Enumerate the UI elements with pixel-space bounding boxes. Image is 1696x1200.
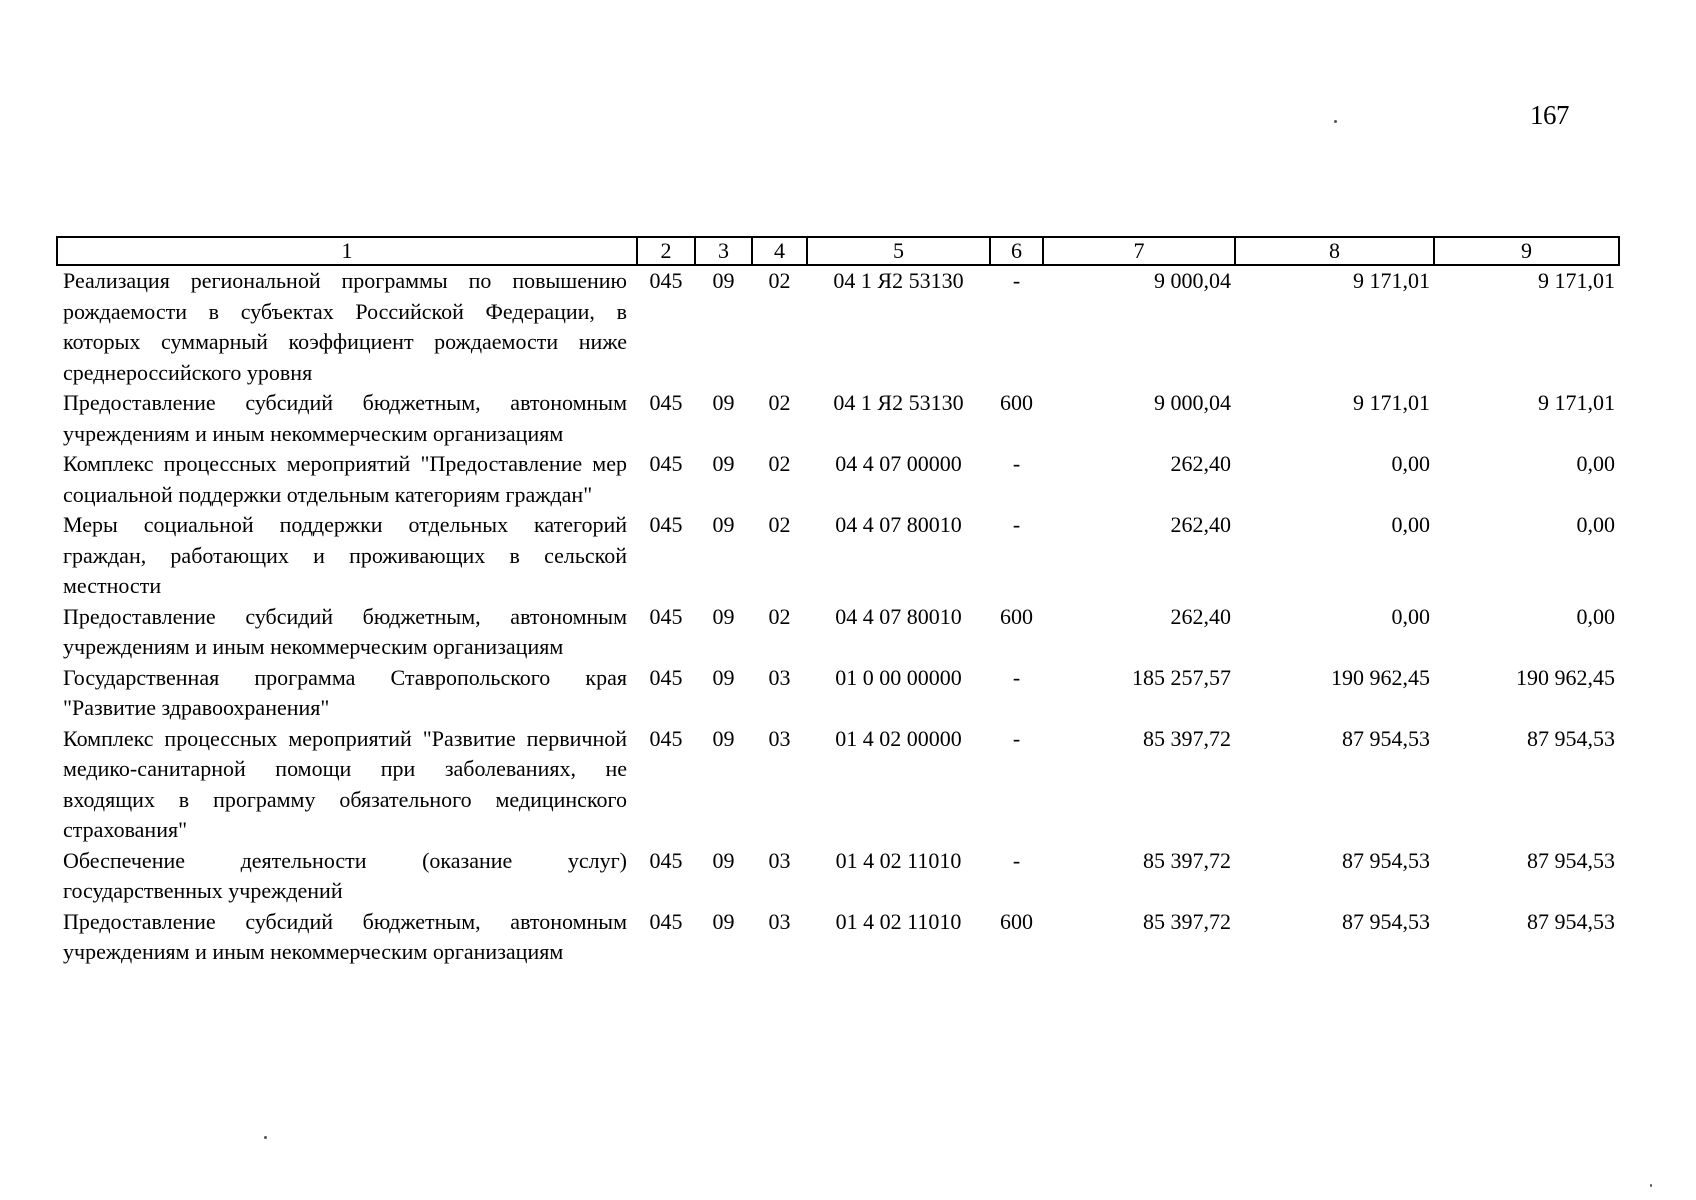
table-row: [57, 449, 1619, 510]
expense-type-code: 600: [1000, 908, 1033, 934]
expense-type-code: -: [1012, 847, 1021, 873]
expense-type-code: -: [1012, 268, 1021, 293]
target-article-code: 01 4 02 00000: [835, 725, 962, 751]
table-row: [57, 265, 1619, 388]
amount-col-7: 262,40: [1170, 512, 1231, 537]
row-name: Меры социальной поддержки отдельных категорий граждан, работающих и проживающих в сельской местности: [63, 512, 627, 598]
row-name: Обеспечение деятельности (оказание услуг) государственных учреждений: [63, 847, 627, 903]
ministry-code: 045: [649, 512, 683, 537]
column-header: 9: [1434, 237, 1619, 265]
section-code: 09: [712, 664, 735, 690]
amount-col-8: 0,00: [1391, 603, 1430, 629]
amount-col-9: 0,00: [1576, 603, 1615, 629]
table-row: [57, 663, 1619, 724]
column-header: 2: [637, 237, 695, 265]
row-name: Реализация региональной программы по повышению рождаемости в субъектах Российской Федерации, в которых суммарный коэффициент рождаемости ниже среднероссийского уровня: [63, 268, 627, 385]
budget-table: [56, 236, 1620, 968]
row-name: Комплекс процессных мероприятий "Развитие первичной медико-санитарной помощи при заболеваниях, не входящих в программу обязательного медицинского страхования": [63, 725, 627, 842]
expense-type-code: -: [1012, 451, 1021, 476]
ministry-code: 045: [649, 664, 683, 690]
row-name: Предоставление субсидий бюджетным, автономным учреждениям и иным некоммерческим организациям: [63, 908, 627, 964]
row-name: Предоставление субсидий бюджетным, автономным учреждениям и иным некоммерческим организациям: [63, 603, 627, 659]
amount-col-9: 0,00: [1576, 512, 1615, 537]
column-header: 3: [695, 237, 752, 265]
subsection-code: 03: [768, 664, 791, 690]
amount-col-9: 9 171,01: [1538, 390, 1615, 415]
ministry-code: 045: [649, 908, 683, 934]
subsection-code: 02: [768, 390, 791, 415]
amount-col-8: 0,00: [1391, 512, 1430, 537]
ministry-code: 045: [649, 268, 683, 293]
table-row: [57, 907, 1619, 968]
expense-type-code: 600: [1000, 390, 1033, 415]
target-article-code: 01 0 00 00000: [835, 664, 962, 690]
subsection-code: 03: [768, 847, 791, 873]
amount-col-7: 9 000,04: [1154, 268, 1231, 293]
amount-col-8: 0,00: [1391, 451, 1430, 476]
column-header: 4: [752, 237, 807, 265]
section-code: 09: [712, 908, 735, 934]
amount-col-7: 9 000,04: [1154, 390, 1231, 415]
target-article-code: 01 4 02 11010: [835, 847, 962, 873]
row-name: Комплекс процессных мероприятий "Предоставление мер социальной поддержки отдельным категориям граждан": [63, 451, 627, 507]
table-row: [57, 724, 1619, 846]
amount-col-7: 185 257,57: [1132, 664, 1231, 690]
subsection-code: 02: [768, 451, 791, 476]
ministry-code: 045: [649, 390, 683, 415]
page-number: 167: [1530, 100, 1569, 130]
amount-col-9: 87 954,53: [1527, 725, 1615, 751]
amount-col-7: 262,40: [1170, 451, 1231, 476]
scan-speck: [1650, 1184, 1652, 1187]
section-code: 09: [712, 847, 735, 873]
scan-speck: [264, 1136, 267, 1139]
ministry-code: 045: [649, 603, 683, 629]
section-code: 09: [712, 451, 735, 476]
amount-col-8: 87 954,53: [1342, 725, 1430, 751]
expense-type-code: -: [1012, 512, 1021, 537]
amount-col-7: 85 397,72: [1143, 725, 1231, 751]
amount-col-9: 87 954,53: [1527, 908, 1615, 934]
column-header: 7: [1043, 237, 1235, 265]
amount-col-8: 87 954,53: [1342, 908, 1430, 934]
expense-type-code: -: [1012, 725, 1021, 751]
target-article-code: 04 1 Я2 53130: [833, 268, 964, 293]
subsection-code: 03: [768, 908, 791, 934]
table-row: [57, 388, 1619, 449]
ministry-code: 045: [649, 451, 683, 476]
amount-col-9: 190 962,45: [1516, 664, 1615, 690]
amount-col-7: 85 397,72: [1143, 847, 1231, 873]
table-header-row: [57, 237, 1619, 265]
scan-speck: [1334, 120, 1337, 123]
subsection-code: 03: [768, 725, 791, 751]
column-header: 8: [1235, 237, 1434, 265]
column-header: 6: [990, 237, 1043, 265]
table-row: [57, 846, 1619, 907]
amount-col-9: 0,00: [1576, 451, 1615, 476]
row-name: Предоставление субсидий бюджетным, автономным учреждениям и иным некоммерческим организациям: [63, 390, 627, 446]
section-code: 09: [712, 725, 735, 751]
section-code: 09: [712, 390, 735, 415]
amount-col-8: 87 954,53: [1342, 847, 1430, 873]
section-code: 09: [712, 512, 735, 537]
table-row: [57, 510, 1619, 602]
section-code: 09: [712, 268, 735, 293]
amount-col-8: 9 171,01: [1353, 268, 1430, 293]
row-name: Государственная программа Ставропольского края "Развитие здравоохранения": [63, 664, 627, 720]
target-article-code: 04 4 07 00000: [835, 451, 962, 476]
table-row: [57, 602, 1619, 663]
target-article-code: 04 4 07 80010: [835, 603, 962, 629]
ministry-code: 045: [649, 725, 683, 751]
target-article-code: 04 1 Я2 53130: [833, 390, 964, 415]
amount-col-9: 9 171,01: [1538, 268, 1615, 293]
amount-col-7: 262,40: [1170, 603, 1231, 629]
amount-col-9: 87 954,53: [1527, 847, 1615, 873]
ministry-code: 045: [649, 847, 683, 873]
subsection-code: 02: [768, 268, 791, 293]
subsection-code: 02: [768, 603, 791, 629]
amount-col-8: 190 962,45: [1331, 664, 1430, 690]
amount-col-8: 9 171,01: [1353, 390, 1430, 415]
target-article-code: 01 4 02 11010: [835, 908, 962, 934]
expense-type-code: -: [1012, 664, 1021, 690]
expense-type-code: 600: [1000, 603, 1033, 629]
amount-col-7: 85 397,72: [1143, 908, 1231, 934]
column-header: 5: [807, 237, 990, 265]
section-code: 09: [712, 603, 735, 629]
column-header: 1: [57, 237, 637, 265]
subsection-code: 02: [768, 512, 791, 537]
target-article-code: 04 4 07 80010: [835, 512, 962, 537]
